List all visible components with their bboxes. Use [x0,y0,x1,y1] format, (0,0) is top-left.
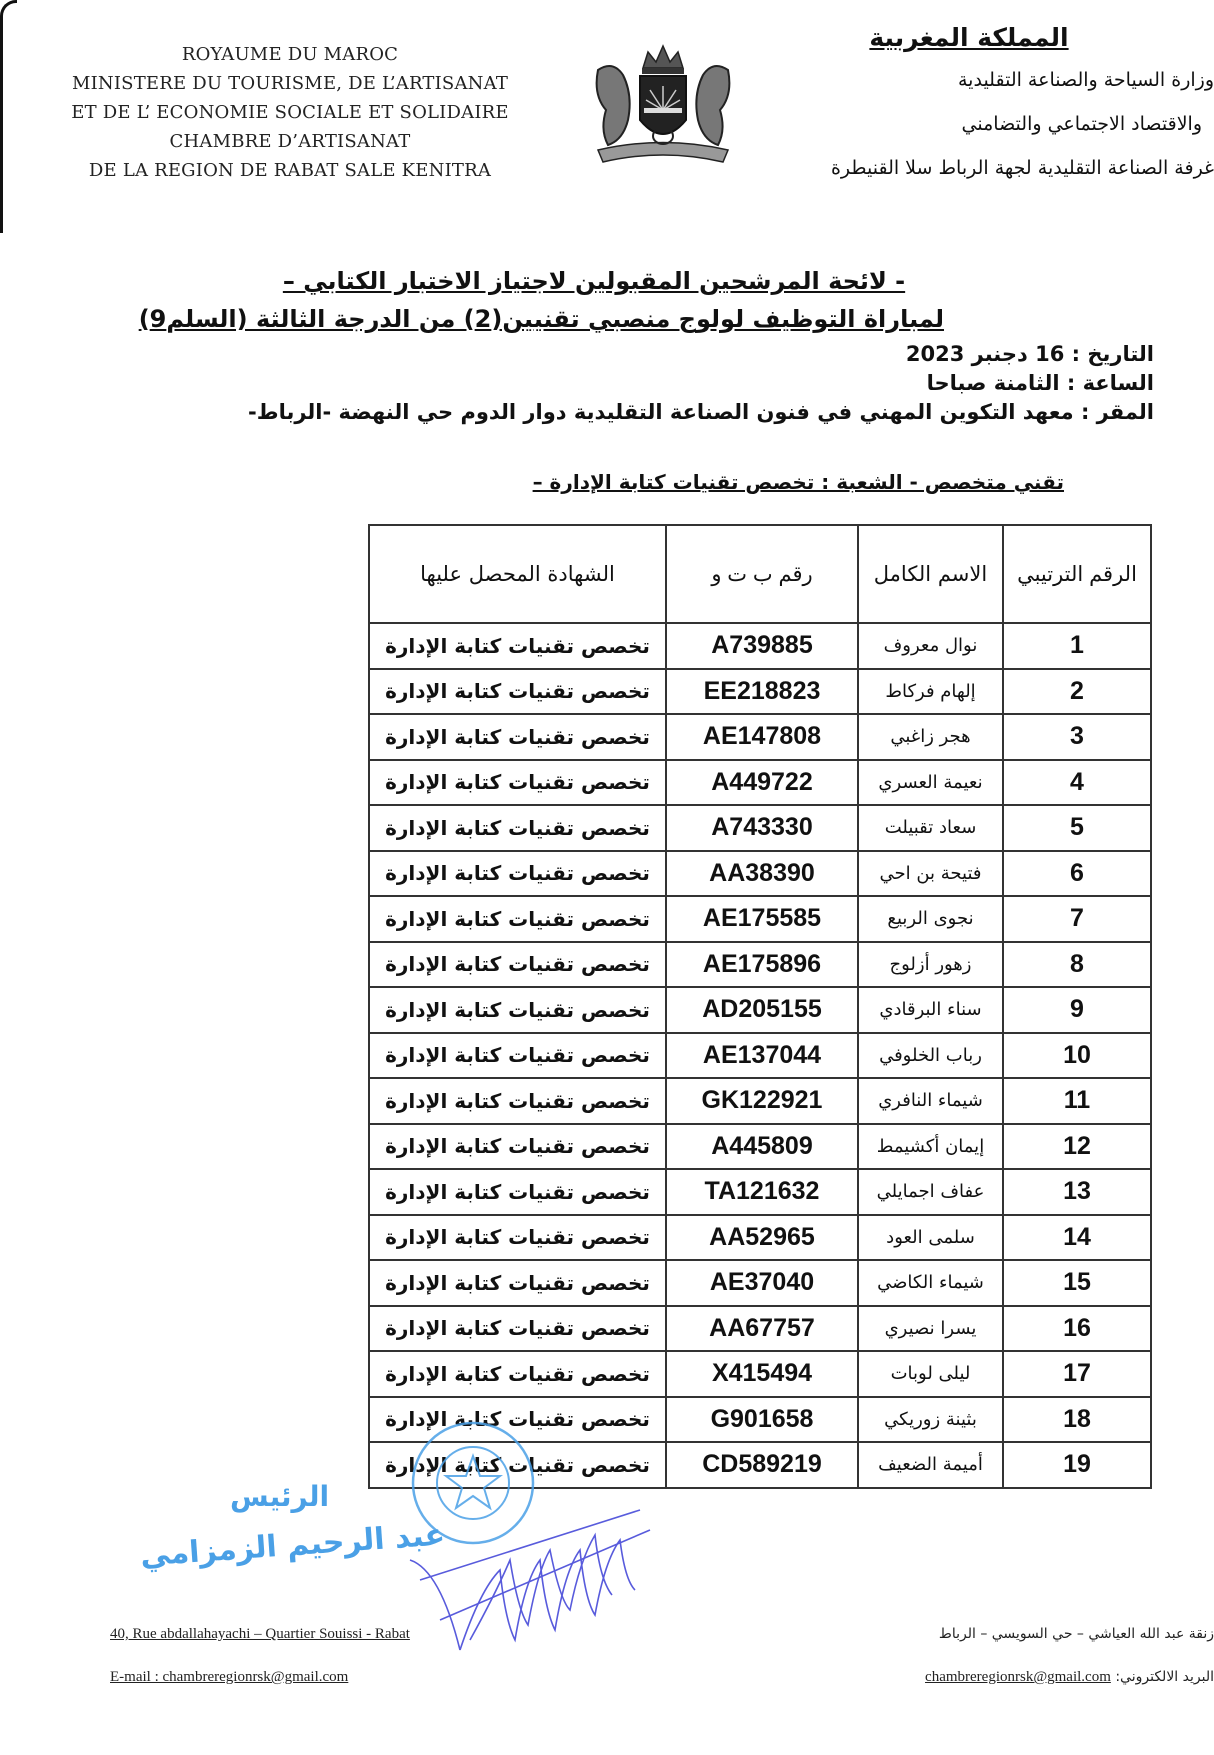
header-fr-line: CHAMBRE D’ARTISANAT [169,131,411,152]
exam-date: التاريخ : 16 دجنبر 2023 [905,342,1154,366]
cell-rank: 13 [1003,1169,1151,1215]
cell-cin: X415494 [666,1351,858,1397]
header-ar-kingdom: المملكة المغربية [869,23,1069,52]
cell-rank: 9 [1003,987,1151,1033]
cell-cin: EE218823 [666,669,858,715]
cell-cin: AE37040 [666,1260,858,1306]
table-row [369,714,1151,760]
cell-rank: 18 [1003,1397,1151,1443]
footer-email-ar-line [925,1656,1214,1699]
cell-certificate: تخصص تقنيات كتابة الإدارة [369,851,666,897]
header-fr-line: DE LA REGION DE RABAT SALE KENITRA [88,160,492,181]
cell-full-name: زهور أزلوج [858,942,1003,988]
table-row [369,623,1151,669]
footer-arabic [925,1613,1214,1699]
footer-email-ar[interactable]: chambreregionrsk@gmail.com [925,1669,1111,1685]
cell-certificate: تخصص تقنيات كتابة الإدارة [369,805,666,851]
cell-cin: G901658 [666,1397,858,1443]
header-ar-line: وزارة السياحة والصناعة التقليدية [958,69,1214,91]
header-fr-line: ROYAUME DU MAROC [181,44,399,65]
cell-rank: 8 [1003,942,1151,988]
footer-address-ar: زنقة عبد الله العياشي – حي السويسي – الرباط [938,1626,1214,1642]
cell-rank: 12 [1003,1124,1151,1170]
header-cin: رقم ب ت و [666,525,858,623]
arabic-header [774,18,1214,190]
cell-cin: A449722 [666,760,858,806]
header-rank: الرقم الترتيبي [1003,525,1151,623]
header-ar-line: غرفة الصناعة التقليدية لجهة الرباط سلا القنيطرة [830,157,1214,179]
cell-full-name: رباب الخلوفي [858,1033,1003,1079]
cell-certificate: تخصص تقنيات كتابة الإدارة [369,896,666,942]
table-row [369,1033,1151,1079]
cell-rank: 11 [1003,1078,1151,1124]
cell-rank: 7 [1003,896,1151,942]
cell-full-name: بثينة زوريكي [858,1397,1003,1443]
french-header [60,40,520,185]
header-fr-line: MINISTERE DU TOURISME, DE L’ARTISANAT [71,73,509,94]
table-row [369,1124,1151,1170]
document-title [138,262,944,338]
table-row [369,1260,1151,1306]
footer-email-fr[interactable]: E-mail : chambreregionrsk@gmail.com [110,1669,349,1685]
header-ar-line: والاقتصاد الاجتماعي والتضامني [961,113,1202,135]
cell-full-name: إيمان أكشيمط [858,1124,1003,1170]
handwritten-signature-icon [400,1500,660,1660]
table-row [369,805,1151,851]
cell-full-name: نجوى الربيع [858,896,1003,942]
table-row [369,1169,1151,1215]
header-fr-line: ET DE L’ ECONOMIE SOCIALE ET SOLIDAIRE [71,102,509,123]
signature-title: الرئيس [230,1480,330,1513]
cell-full-name: سعاد تقبيلت [858,805,1003,851]
cell-cin: AD205155 [666,987,858,1033]
header-certificate: الشهادة المحصل عليها [369,525,666,623]
title-line-2: لمباراة التوظيف لولوج منصبي تقنيين(2) من الدرجة الثالثة (السلم9) [138,305,944,333]
cell-rank: 14 [1003,1215,1151,1261]
cell-rank: 3 [1003,714,1151,760]
table-row [369,669,1151,715]
cell-certificate: تخصص تقنيات كتابة الإدارة [369,1033,666,1079]
cell-cin: AE175896 [666,942,858,988]
cell-certificate: تخصص تقنيات كتابة الإدارة [369,1078,666,1124]
cell-full-name: عفاف اجمايلي [858,1169,1003,1215]
table-row [369,760,1151,806]
cell-rank: 2 [1003,669,1151,715]
page-edge [0,0,17,233]
exam-details [248,340,1154,427]
cell-cin: A445809 [666,1124,858,1170]
cell-cin: GK122921 [666,1078,858,1124]
header-full-name: الاسم الكامل [858,525,1003,623]
cell-certificate: تخصص تقنيات كتابة الإدارة [369,987,666,1033]
exam-time: الساعة : الثامنة صباحا [926,371,1154,395]
cell-full-name: نوال معروف [858,623,1003,669]
cell-certificate: تخصص تقنيات كتابة الإدارة [369,1260,666,1306]
table-row [369,987,1151,1033]
cell-cin: CD589219 [666,1442,858,1488]
cell-full-name: هجر زاغبي [858,714,1003,760]
footer-french [110,1613,410,1699]
cell-full-name: يسرا نصيري [858,1306,1003,1352]
cell-rank: 4 [1003,760,1151,806]
table-row [369,1306,1151,1352]
cell-rank: 5 [1003,805,1151,851]
table-row [369,851,1151,897]
section-heading: تقني متخصص - الشعبة : تخصص تقنيات كتابة الإدارة – [532,470,1064,494]
table-row [369,942,1151,988]
coat-of-arms-icon [578,40,748,180]
cell-cin: A739885 [666,623,858,669]
cell-rank: 17 [1003,1351,1151,1397]
cell-full-name: شيماء النافري [858,1078,1003,1124]
signature-name: عبد الرحيم الزمزامي [139,1517,447,1574]
cell-full-name: شيماء الكاضي [858,1260,1003,1306]
cell-cin: AE147808 [666,714,858,760]
cell-cin: AA38390 [666,851,858,897]
cell-rank: 16 [1003,1306,1151,1352]
cell-certificate: تخصص تقنيات كتابة الإدارة [369,1215,666,1261]
cell-certificate: تخصص تقنيات كتابة الإدارة [369,760,666,806]
cell-certificate: تخصص تقنيات كتابة الإدارة [369,623,666,669]
cell-certificate: تخصص تقنيات كتابة الإدارة [369,1124,666,1170]
cell-certificate: تخصص تقنيات كتابة الإدارة [369,1169,666,1215]
exam-venue: المقر : معهد التكوين المهني في فنون الصناعة التقليدية دوار الدوم حي النهضة -الرباط- [248,400,1154,424]
cell-full-name: ليلى لوبات [858,1351,1003,1397]
cell-cin: AE137044 [666,1033,858,1079]
table-row [369,1078,1151,1124]
table-row [369,896,1151,942]
cell-full-name: سلمى العود [858,1215,1003,1261]
table-row [369,1351,1151,1397]
cell-rank: 10 [1003,1033,1151,1079]
cell-certificate: تخصص تقنيات كتابة الإدارة [369,1397,666,1443]
cell-rank: 19 [1003,1442,1151,1488]
cell-cin: A743330 [666,805,858,851]
cell-certificate: تخصص تقنيات كتابة الإدارة [369,1306,666,1352]
cell-rank: 1 [1003,623,1151,669]
cell-full-name: أميمة الضعيف [858,1442,1003,1488]
footer-address-fr: 40, Rue abdallahayachi – Quartier Souissi - Rabat [110,1626,410,1642]
cell-certificate: تخصص تقنيات كتابة الإدارة [369,669,666,715]
cell-certificate: تخصص تقنيات كتابة الإدارة [369,1442,666,1488]
candidates-table [368,524,1152,1489]
cell-full-name: إلهام فركاط [858,669,1003,715]
cell-certificate: تخصص تقنيات كتابة الإدارة [369,1351,666,1397]
table-row [369,1215,1151,1261]
cell-cin: AA52965 [666,1215,858,1261]
cell-rank: 6 [1003,851,1151,897]
cell-cin: AE175585 [666,896,858,942]
cell-full-name: سناء البرقادي [858,987,1003,1033]
cell-cin: TA121632 [666,1169,858,1215]
cell-certificate: تخصص تقنيات كتابة الإدارة [369,714,666,760]
footer-email-ar-label: البريد الالكتروني: [1115,1669,1214,1685]
cell-certificate: تخصص تقنيات كتابة الإدارة [369,942,666,988]
cell-cin: AA67757 [666,1306,858,1352]
cell-rank: 15 [1003,1260,1151,1306]
cell-full-name: فتيحة بن احي [858,851,1003,897]
table-header-row [369,525,1151,623]
cell-full-name: نعيمة العسري [858,760,1003,806]
title-line-1: - لائحة المرشحين المقبولين لاجتياز الاختبار الكتابي – [282,267,906,295]
